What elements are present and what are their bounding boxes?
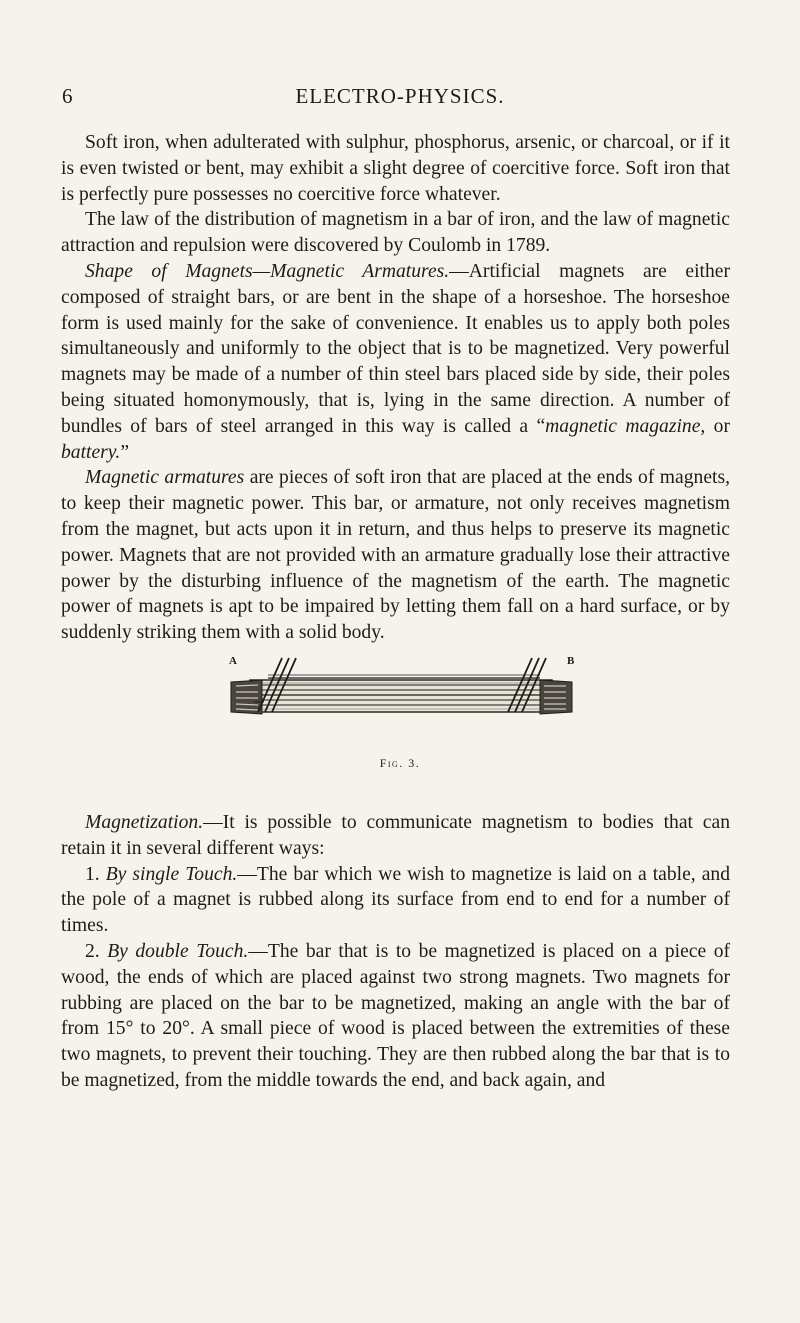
paragraph-armatures [61, 465, 730, 646]
text-block-upper [61, 130, 730, 646]
list-number: 2. [85, 940, 108, 962]
bar-magnet-bundle-illustration [0, 648, 800, 752]
paragraph-text: —It is possible to communicate magnetism to bodies that can retain it in several different ways: [61, 812, 730, 859]
paragraph-text: —The bar which we wish to magnetize is laid on a table, and the pole of a magnet is rubbed along its surface from end to end for a number of times. [61, 863, 731, 937]
label-a: A [229, 655, 237, 667]
page-number: 6 [62, 84, 74, 108]
page-header [0, 84, 800, 114]
text-block-lower [61, 810, 730, 1094]
paragraph-text: —Artificial magnets are either composed of straight bars, or are bent in the shape of a horseshoe. The horseshoe form is used mainly for the sake of convenience. It enables us to apply both poles simultaneously and uniformly to the object that is to be magnetized. Very powerful magnets may be made of a number of thin steel bars placed side by side, their poles being situated homonymously, that is, lying in the same direction. A number of bundles of bars of steel arranged in this way is called a “ [61, 260, 730, 437]
closing-quote: ” [120, 441, 130, 463]
term-battery: battery. [61, 441, 121, 463]
section-heading-shape: Shape of Magnets—Magnetic Armatures. [85, 260, 450, 282]
method-heading-single-touch: By single Touch. [105, 863, 238, 885]
paragraph-shape-of-magnets [61, 259, 730, 465]
paragraph-magnetization [61, 810, 730, 862]
paragraph-coulomb: The law of the distribution of magnetism in a bar of iron, and the law of magnetic attraction and repulsion were discovered by Coulomb in 1789. [61, 209, 730, 257]
paragraph-text: —The bar that is to be magnetized is placed on a piece of wood, the ends of which are placed against two strong magnets. Two magnets for rubbing are placed on the bar to be magnetized, making an angle with the bar of from 15° to 20°. A small piece of wood is placed between the extremities of these two magnets, to prevent their touching. They are then rubbed along the bar that is to be magnetized, from the middle towards the end, and back again, and [61, 940, 731, 1091]
conjunction: or [705, 415, 730, 437]
list-number: 1. [85, 863, 106, 885]
paragraph-text: are pieces of soft iron that are placed at the ends of magnets, to keep their magnetic power. This bar, or armature, not only receives magnetism from the magnet, but acts upon it in return, and thus helps to preserve its magnetic power. Magnets that are not provided with an armature gradually lose their attractive power by the disturbing influence of the magnetism of the earth. The magnetic power of magnets is apt to be impaired by letting them fall on a hard surface, or by suddenly striking them with a solid body. [61, 467, 730, 644]
paragraph-double-touch [61, 939, 730, 1094]
running-head: ELECTRO-PHYSICS. [295, 84, 505, 108]
paragraph-coercitive-force: Soft iron, when adulterated with sulphur, phosphorus, arsenic, or charcoal, or if it is even twisted or bent, may exhibit a slight degree of coercitive force. Soft iron that is perfectly pure possesses no coercitive force whatever. [61, 132, 730, 205]
method-heading-double-touch: By double Touch. [107, 940, 249, 962]
label-b: B [567, 655, 575, 667]
section-heading-magnetization: Magnetization. [85, 812, 204, 833]
term-magnetic-armatures: Magnetic armatures [85, 467, 245, 489]
figure-caption: Fig. 3. [379, 756, 421, 770]
paragraph-single-touch [61, 862, 730, 939]
figure-3 [0, 648, 800, 778]
term-magnetic-magazine: magnetic magazine, [545, 415, 706, 437]
